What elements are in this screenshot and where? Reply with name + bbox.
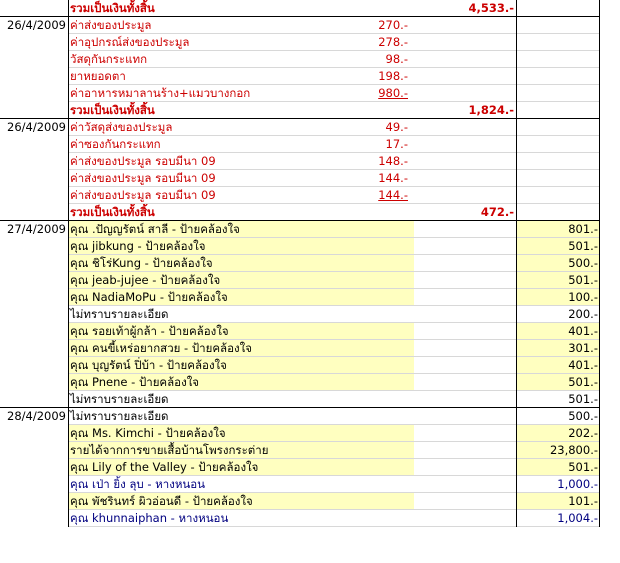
cell-desc[interactable]: ยาหยอดตา: [70, 69, 126, 83]
cell-total[interactable]: [414, 425, 516, 442]
cell-amount[interactable]: [320, 510, 414, 527]
sheet-row: [0, 459, 600, 476]
sheet-row: [0, 340, 600, 357]
cell-date[interactable]: [0, 153, 68, 170]
cell-total[interactable]: [414, 391, 516, 408]
cell-date[interactable]: 26/4/2009: [7, 120, 66, 134]
cell-total[interactable]: [414, 238, 516, 255]
cell-amount[interactable]: [320, 204, 414, 221]
cell-donation[interactable]: [516, 0, 600, 17]
cell-desc[interactable]: คุณ jeab-jujee - ป้ายคล้องใจ: [68, 272, 320, 289]
cell-desc[interactable]: รวมเป็นเงินทั้งสิ้น: [70, 205, 155, 219]
cell-total[interactable]: 1,824.-: [468, 103, 514, 117]
cell-desc[interactable]: คุณ พัชรินทร์ ผิวอ่อนดี - ป้ายคล้องใจ: [68, 493, 320, 510]
cell-amount[interactable]: [320, 272, 414, 289]
cell-date[interactable]: [0, 85, 68, 102]
sheet-row: [0, 408, 600, 425]
sheet-row: [0, 425, 600, 442]
sheet-row: [0, 289, 600, 306]
cell-desc[interactable]: รวมเป็นเงินทั้งสิ้น: [70, 1, 155, 15]
cell-amount[interactable]: [320, 374, 414, 391]
cell-donation[interactable]: [516, 17, 600, 34]
cell-amount[interactable]: [320, 306, 414, 323]
cell-desc[interactable]: ค่าอาหารหมาลานร้าง+แมวบางกอก: [70, 86, 251, 100]
cell-amount[interactable]: [320, 340, 414, 357]
cell-total[interactable]: 472.-: [480, 205, 514, 219]
sheet-row: [0, 68, 600, 85]
column-border: [68, 0, 69, 527]
cell-desc[interactable]: ค่าส่งของประมูล รอบมีนา 09: [70, 171, 216, 185]
cell-total[interactable]: [414, 306, 516, 323]
cell-total[interactable]: [414, 340, 516, 357]
cell-desc[interactable]: คุณ เป่า ยิ้ง ลุบ - หางหนอน: [70, 477, 206, 491]
cell-date[interactable]: [0, 510, 68, 527]
cell-total[interactable]: [414, 476, 516, 493]
cell-total[interactable]: [414, 221, 516, 238]
cell-desc[interactable]: คุณ คนขี้เหร่อยากสวย - ป้ายคล้องใจ: [68, 340, 320, 357]
cell-desc[interactable]: ค่าส่งของประมูล: [70, 18, 152, 32]
cell-donation[interactable]: 801.-: [516, 221, 600, 238]
cell-desc[interactable]: คุณ .ปัญญรัตน์ สาลี - ป้ายคล้องใจ: [68, 221, 320, 238]
cell-desc[interactable]: ค่าส่งของประมูล รอบมีนา 09: [70, 188, 216, 202]
cell-amount[interactable]: [320, 442, 414, 459]
cell-donation[interactable]: [516, 204, 600, 221]
sheet-row: [0, 391, 600, 408]
cell-date[interactable]: [0, 289, 68, 306]
cell-total[interactable]: [414, 119, 516, 136]
block-separator: [0, 407, 600, 408]
cell-amount[interactable]: 144.-: [378, 188, 408, 202]
cell-date[interactable]: 28/4/2009: [7, 409, 66, 423]
row-gridline: [68, 526, 600, 527]
cell-desc[interactable]: รายได้จากการขายเสื้อบ้านโพรงกระต่าย: [68, 442, 320, 459]
cell-desc[interactable]: คุณ Pnene - ป้ายคล้องใจ: [68, 374, 320, 391]
sheet-row: [0, 476, 600, 493]
sheet-row: [0, 85, 600, 102]
cell-amount[interactable]: [320, 357, 414, 374]
cell-desc[interactable]: ค่าส่งของประมูล รอบมีนา 09: [70, 154, 216, 168]
cell-donation[interactable]: 301.-: [516, 340, 600, 357]
cell-date[interactable]: [0, 425, 68, 442]
sheet-row: [0, 357, 600, 374]
cell-desc[interactable]: คุณ รอยเท้าผู้กล้า - ป้ายคล้องใจ: [68, 323, 320, 340]
cell-donation[interactable]: 500.-: [568, 409, 598, 423]
cell-total[interactable]: [414, 459, 516, 476]
cell-amount[interactable]: 148.-: [378, 154, 408, 168]
cell-donation[interactable]: [516, 85, 600, 102]
column-border: [599, 0, 600, 527]
cell-date[interactable]: [0, 493, 68, 510]
sheet-row: [0, 17, 600, 34]
cell-donation[interactable]: [516, 51, 600, 68]
cell-total[interactable]: 4,533.-: [468, 1, 514, 15]
sheet-row: [0, 34, 600, 51]
cell-amount[interactable]: [320, 459, 414, 476]
cell-amount[interactable]: [320, 289, 414, 306]
cell-donation[interactable]: [516, 136, 600, 153]
cell-amount[interactable]: [320, 0, 414, 17]
cell-total[interactable]: [414, 493, 516, 510]
sheet-row: [0, 306, 600, 323]
cell-date[interactable]: [0, 170, 68, 187]
cell-amount[interactable]: 49.-: [385, 120, 408, 134]
cell-date[interactable]: [0, 255, 68, 272]
cell-date[interactable]: [0, 136, 68, 153]
cell-amount[interactable]: [320, 238, 414, 255]
column-border: [516, 0, 517, 527]
cell-date[interactable]: [0, 442, 68, 459]
cell-desc[interactable]: คุณ ชิโร่Kung - ป้ายคล้องใจ: [68, 255, 320, 272]
cell-amount[interactable]: [320, 221, 414, 238]
block-separator: [0, 220, 600, 221]
cell-desc[interactable]: คุณ jibkung - ป้ายคล้องใจ: [68, 238, 320, 255]
cell-date[interactable]: [0, 374, 68, 391]
cell-date[interactable]: 27/4/2009: [7, 222, 66, 236]
cell-date[interactable]: [0, 187, 68, 204]
cell-donation[interactable]: 401.-: [516, 357, 600, 374]
cell-donation[interactable]: 100.-: [516, 289, 600, 306]
cell-date[interactable]: [0, 357, 68, 374]
cell-date[interactable]: [0, 476, 68, 493]
sheet-row: [0, 510, 600, 527]
cell-donation[interactable]: 200.-: [568, 307, 598, 321]
cell-date[interactable]: [0, 340, 68, 357]
cell-date[interactable]: [0, 68, 68, 85]
sheet-row: [0, 187, 600, 204]
cell-donation[interactable]: 23,800.-: [516, 442, 600, 459]
cell-donation[interactable]: 501.-: [516, 238, 600, 255]
cell-desc[interactable]: วัสดุกันกระแทก: [70, 52, 148, 66]
sheet-row: [0, 493, 600, 510]
cell-date[interactable]: [0, 323, 68, 340]
cell-desc[interactable]: ไม่ทราบรายละเอียด: [70, 392, 169, 406]
cell-amount[interactable]: 98.-: [385, 52, 408, 66]
cell-amount[interactable]: [320, 425, 414, 442]
cell-desc[interactable]: ไม่ทราบรายละเอียด: [70, 307, 169, 321]
cell-desc[interactable]: ไม่ทราบรายละเอียด: [70, 409, 169, 423]
cell-total[interactable]: [414, 187, 516, 204]
cell-desc[interactable]: ค่าอุปกรณ์ส่งของประมูล: [70, 35, 190, 49]
cell-date[interactable]: [0, 51, 68, 68]
cell-total[interactable]: [414, 153, 516, 170]
cell-total[interactable]: [414, 408, 516, 425]
sheet-row: [0, 238, 600, 255]
cell-donation[interactable]: [516, 102, 600, 119]
cell-desc[interactable]: คุณ khunnaiphan - หางหนอน: [70, 511, 229, 525]
cell-date[interactable]: [0, 238, 68, 255]
cell-donation[interactable]: 101.-: [516, 493, 600, 510]
cell-amount[interactable]: [320, 476, 414, 493]
cell-amount[interactable]: [320, 391, 414, 408]
cell-total[interactable]: [414, 255, 516, 272]
cell-amount[interactable]: [320, 323, 414, 340]
cell-date[interactable]: [0, 272, 68, 289]
sheet-row: [0, 119, 600, 136]
cell-date[interactable]: [0, 204, 68, 221]
cell-total[interactable]: [414, 374, 516, 391]
sheet-row: [0, 136, 600, 153]
cell-total[interactable]: [414, 323, 516, 340]
cell-total[interactable]: [414, 51, 516, 68]
cell-donation[interactable]: 501.-: [568, 392, 598, 406]
sheet-row: [0, 221, 600, 238]
cell-date[interactable]: [0, 102, 68, 119]
cell-amount[interactable]: 980.-: [378, 86, 408, 100]
sheet-row: [0, 323, 600, 340]
cell-amount[interactable]: 198.-: [378, 69, 408, 83]
cell-date[interactable]: [0, 391, 68, 408]
cell-amount[interactable]: [320, 102, 414, 119]
cell-desc[interactable]: คุณ Ms. Kimchi - ป้ายคล้องใจ: [68, 425, 320, 442]
cell-total[interactable]: [414, 136, 516, 153]
sheet-row: [0, 204, 600, 221]
cell-donation[interactable]: [516, 153, 600, 170]
cell-donation[interactable]: 500.-: [516, 255, 600, 272]
cell-date[interactable]: [0, 459, 68, 476]
cell-donation[interactable]: 501.-: [516, 459, 600, 476]
cell-donation[interactable]: 501.-: [516, 374, 600, 391]
cell-donation[interactable]: [516, 119, 600, 136]
cell-amount[interactable]: 278.-: [378, 35, 408, 49]
cell-date[interactable]: [0, 0, 68, 17]
sheet-row: [0, 170, 600, 187]
cell-total[interactable]: [414, 510, 516, 527]
cell-donation[interactable]: 202.-: [516, 425, 600, 442]
cell-total[interactable]: [414, 442, 516, 459]
cell-amount[interactable]: 270.-: [378, 18, 408, 32]
cell-total[interactable]: [414, 170, 516, 187]
block-separator: [0, 16, 600, 17]
block-separator: [0, 118, 600, 119]
cell-date[interactable]: [0, 34, 68, 51]
cell-total[interactable]: [414, 17, 516, 34]
cell-amount[interactable]: [320, 493, 414, 510]
cell-donation[interactable]: 401.-: [516, 323, 600, 340]
cell-donation[interactable]: [516, 170, 600, 187]
sheet-row: [0, 153, 600, 170]
sheet-row: [0, 272, 600, 289]
sheet-row: [0, 255, 600, 272]
sheet-row: [0, 102, 600, 119]
cell-desc[interactable]: คุณ NadiaMoPu - ป้ายคล้องใจ: [68, 289, 320, 306]
cell-donation[interactable]: [516, 68, 600, 85]
cell-desc[interactable]: คุณ Lily of the Valley - ป้ายคล้องใจ: [68, 459, 320, 476]
cell-total[interactable]: [414, 68, 516, 85]
cell-donation[interactable]: 1,004.-: [557, 511, 598, 525]
cell-donation[interactable]: [516, 34, 600, 51]
cell-desc[interactable]: ค่าซองกันกระแทก: [70, 137, 161, 151]
cell-donation[interactable]: 1,000.-: [557, 477, 598, 491]
cell-amount[interactable]: 144.-: [378, 171, 408, 185]
sheet-row: [0, 0, 600, 17]
cell-amount[interactable]: [320, 408, 414, 425]
cell-amount[interactable]: [320, 255, 414, 272]
cell-amount[interactable]: 17.-: [385, 137, 408, 151]
cell-donation[interactable]: 501.-: [516, 272, 600, 289]
cell-total[interactable]: [414, 272, 516, 289]
cell-date[interactable]: 26/4/2009: [7, 18, 66, 32]
cell-desc[interactable]: คุณ บุญรัตน์ ปิ่บ้า - ป้ายคล้องใจ: [68, 357, 320, 374]
sheet-row: [0, 374, 600, 391]
cell-total[interactable]: [414, 85, 516, 102]
cell-donation[interactable]: [516, 187, 600, 204]
sheet-row: [0, 51, 600, 68]
sheet-row: [0, 442, 600, 459]
cell-total[interactable]: [414, 289, 516, 306]
cell-total[interactable]: [414, 34, 516, 51]
cell-desc[interactable]: ค่าวัสดุส่งของประมูล: [70, 120, 173, 134]
cell-date[interactable]: [0, 306, 68, 323]
cell-total[interactable]: [414, 357, 516, 374]
cell-desc[interactable]: รวมเป็นเงินทั้งสิ้น: [70, 103, 155, 117]
